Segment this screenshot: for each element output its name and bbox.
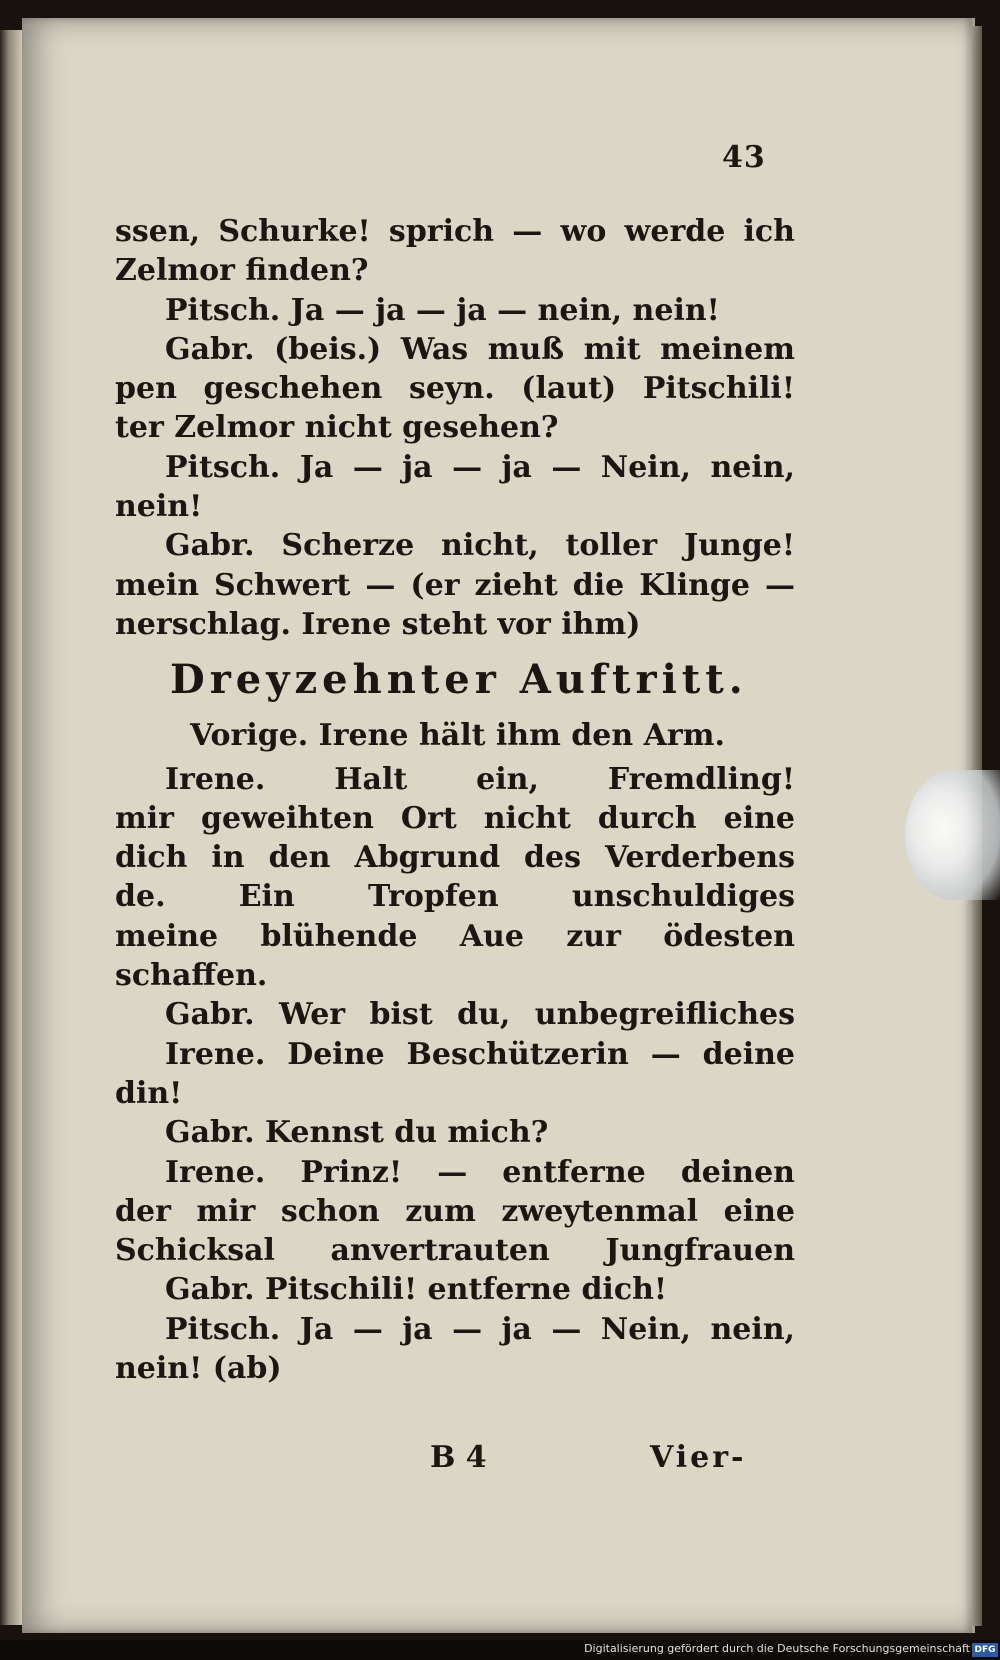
text-line: mir geweihten Ort nicht durch eine [115,800,795,836]
text-line: Gabr. Pitschili! entferne dich! [165,1272,668,1308]
text-line: nein! (ab) [115,1351,282,1387]
text-line: Irene. Halt ein, Fremdling! [165,761,795,797]
text-line: nerschlag. Irene steht vor ihm) [115,606,641,642]
text-line: pen geschehen seyn. (laut) Pitschili! [115,371,795,407]
page-body [115,212,795,1388]
book-spine [0,30,23,1625]
credit-text: Digitalisierung gefördert durch die Deutsche Forschungsgemeinschaft [584,1642,970,1655]
text-line: Pitsch. Ja — ja — ja — Nein, nein, [165,449,795,485]
credit-bar [0,1640,1000,1660]
text-line: Gabr. (beis.) Was muß mit meinem [165,331,795,367]
text-line: ter Zelmor nicht gesehen? [115,410,559,446]
text-line: Zelmor finden? [115,253,369,289]
text-line: Pitsch. Ja — ja — ja — Nein, nein, [165,1311,795,1347]
page-clip [905,770,1000,900]
signature-mark: B 4 [430,1440,487,1475]
text-line: meine blühende Aue zur ödesten [115,918,795,954]
text-line: Gabr. Kennst du mich? [165,1115,549,1151]
scene-subheading: Vorige. Irene hält ihm den Arm. [190,718,725,754]
text-line: schaffen. [115,958,268,994]
text-line: Schicksal anvertrauten Jungfrauen [115,1233,795,1269]
page-number: 43 [722,140,766,175]
text-line: mein Schwert — (er zieht die Klinge — [115,567,795,603]
text-line: der mir schon zum zweytenmal eine [115,1193,795,1229]
catchword: Vier- [650,1440,747,1475]
text-line: Pitsch. Ja — ja — ja — nein, nein! [165,292,720,328]
text-line: dich in den Abgrund des Verderbens [115,840,795,876]
text-line: de. Ein Tropfen unschuldiges [115,879,795,915]
text-line: nein! [115,489,203,525]
text-line: din! [115,1075,183,1111]
text-line: Irene. Deine Beschützerin — deine [165,1036,795,1072]
text-line: ssen, Schurke! sprich — wo werde ich [115,214,795,249]
text-line: Irene. Prinz! — entferne deinen [165,1154,795,1190]
text-line: Gabr. Wer bist du, unbegreifliches [165,997,795,1033]
text-line: Gabr. Scherze nicht, toller Junge! [165,528,795,564]
dfg-logo: DFG [972,1643,998,1657]
scene-heading: Dreyzehnter Auftritt. [170,656,748,704]
